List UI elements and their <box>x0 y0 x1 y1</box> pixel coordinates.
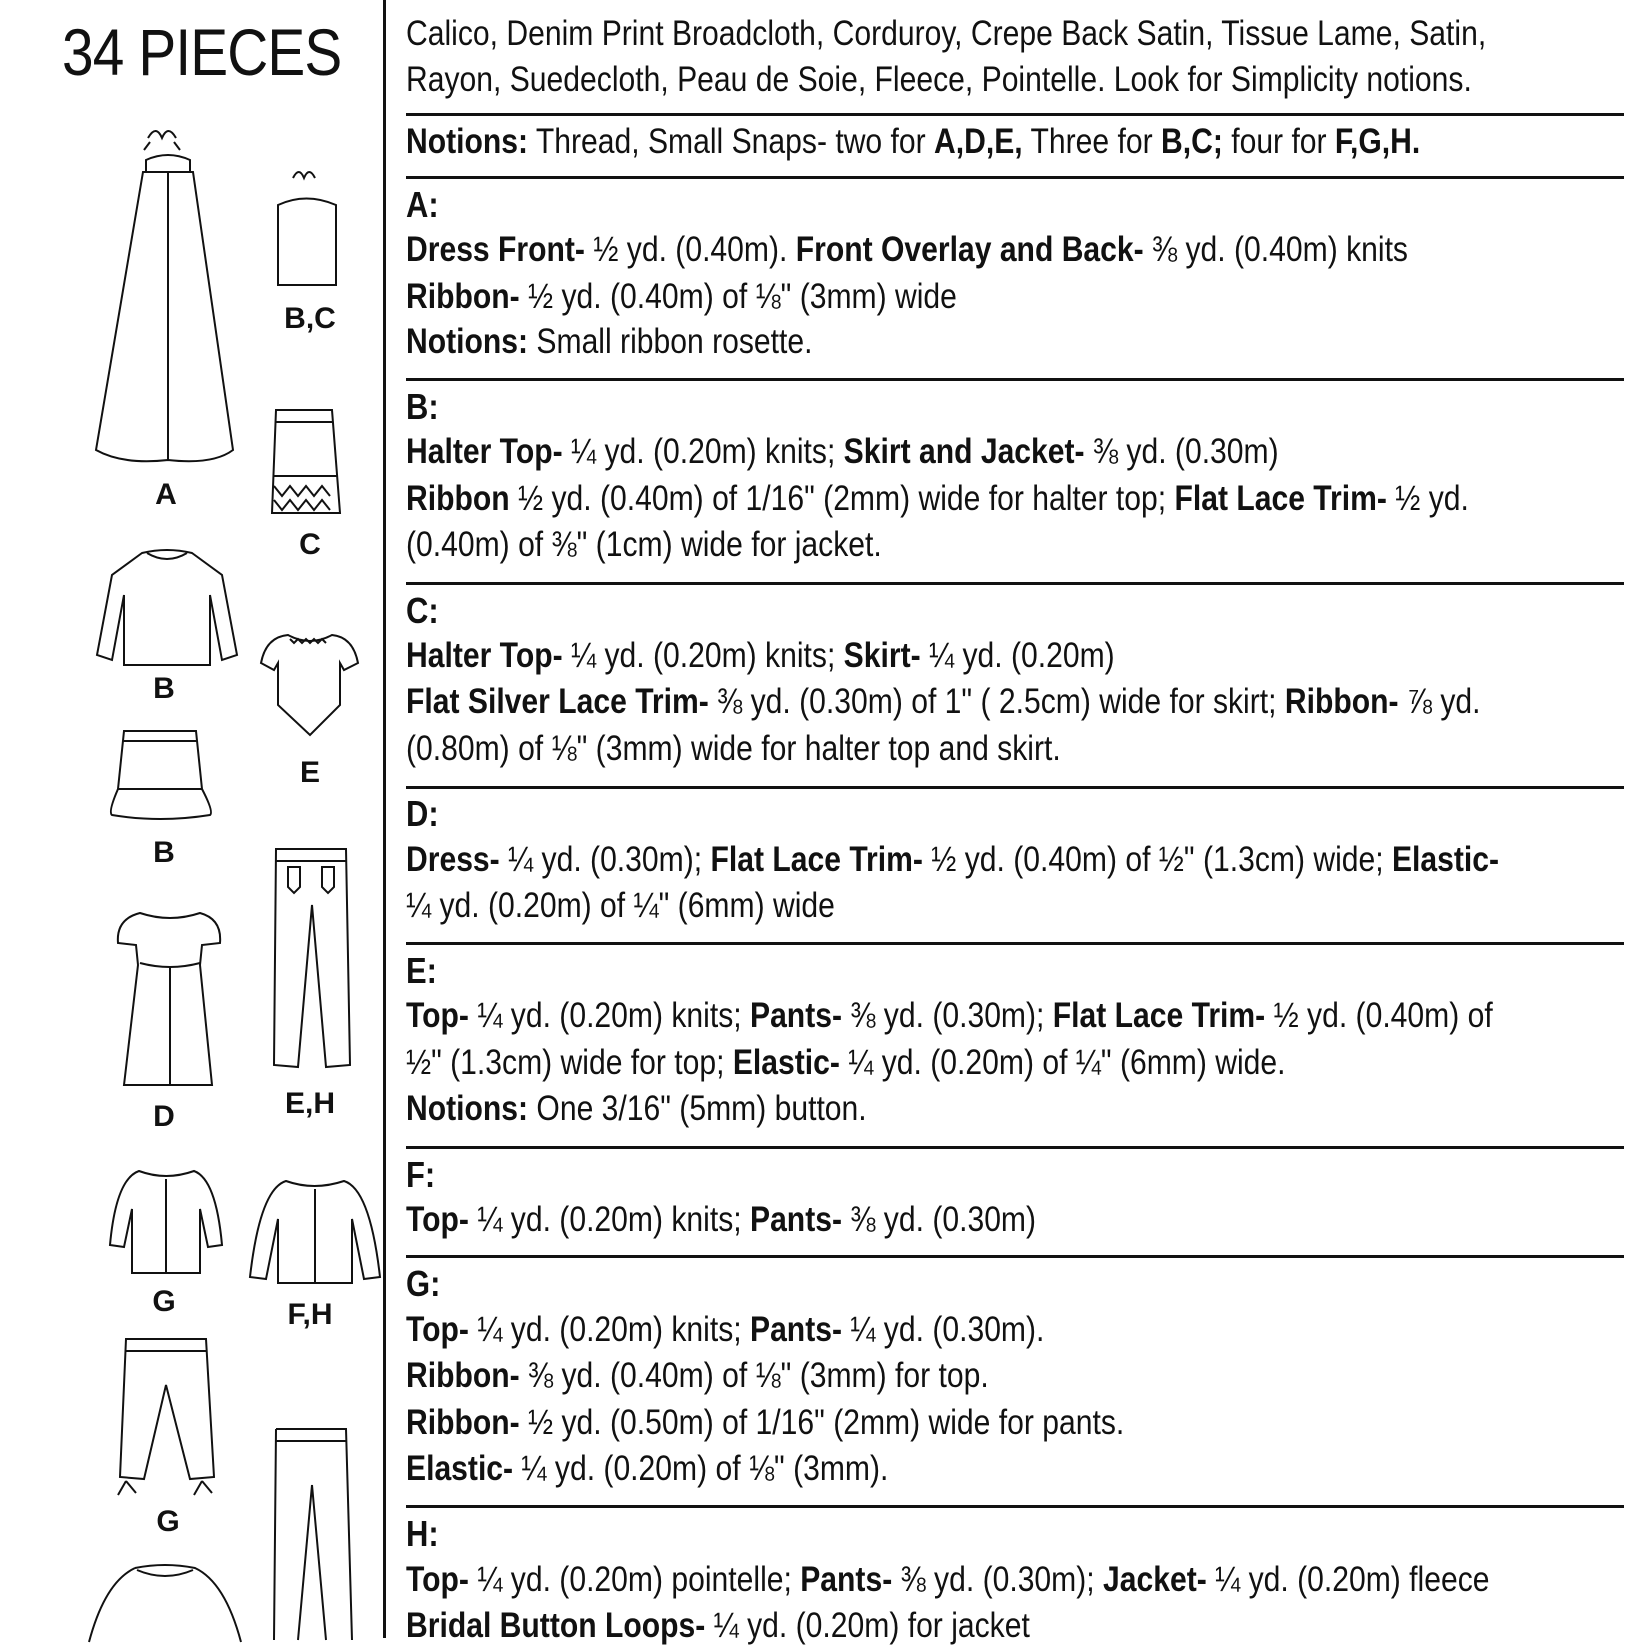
bold-term: Dress- <box>406 840 500 879</box>
notions-label: Notions: <box>406 122 529 161</box>
requirement-text: (0.80m) of ⅛" (3mm) wide for halter top and skirt. <box>406 729 1061 768</box>
figure-fh-label: F,H <box>287 1298 333 1331</box>
figure-h-jacket <box>85 1562 245 1642</box>
requirement-text: ¼ yd. (0.20m) fleece <box>1206 1560 1490 1599</box>
bold-term: Pants- <box>800 1560 893 1599</box>
figure-eh-pants <box>268 845 358 1075</box>
section-h-line <box>406 1560 1489 1600</box>
bold-term: Dress Front- <box>406 230 585 269</box>
requirement-text: ¼ yd. (0.20m) pointelle; <box>468 1560 801 1599</box>
bold-term: Skirt and Jacket- <box>843 432 1085 471</box>
requirement-text: One 3/16" (5mm) button. <box>528 1089 867 1128</box>
bold-term: Flat Silver Lace Trim- <box>406 682 709 721</box>
notions-bold: B,C; <box>1160 122 1223 161</box>
requirement-text: ¼ yd. (0.20m) for jacket <box>705 1606 1030 1645</box>
requirement-text: Small ribbon rosette. <box>528 322 813 361</box>
figure-c-label: C <box>299 528 321 561</box>
notions-text: Thread, Small Snaps- two for <box>528 122 935 161</box>
section-g-line <box>406 1403 1124 1443</box>
rule <box>406 582 1624 585</box>
bold-term: Elastic- <box>1391 840 1500 879</box>
figure-d-label: D <box>153 1100 175 1133</box>
bold-term: Top- <box>406 1310 469 1349</box>
bold-term: Ribbon <box>406 479 510 518</box>
bold-term: Notions: <box>406 1089 529 1128</box>
requirement-text: ⅜ yd. (0.30m) <box>841 1200 1037 1239</box>
bold-term: Pants- <box>749 996 842 1035</box>
requirement-text: ½ yd. (0.40m) of 1/16" (2mm) wide for halter top; <box>509 479 1175 518</box>
figure-a-long-dress <box>88 120 248 470</box>
bold-term: Pants- <box>749 1310 842 1349</box>
section-e-line <box>406 1089 867 1129</box>
section-b-line <box>406 479 1469 519</box>
section-c-line <box>406 682 1481 722</box>
cropped-top-line <box>406 0 1593 14</box>
rule <box>406 378 1624 381</box>
bold-term: Top- <box>406 996 469 1035</box>
requirement-text: ¼ yd. (0.20m) of ¼" (6mm) wide. <box>839 1043 1286 1082</box>
requirement-text: ¼ yd. (0.20m) knits; <box>468 1200 750 1239</box>
section-g-heading: G: <box>406 1263 441 1304</box>
bold-term: Pants- <box>749 1200 842 1239</box>
requirement-text: ¼ yd. (0.20m) of ¼" (6mm) wide <box>406 886 835 925</box>
rule <box>406 786 1624 789</box>
requirement-text: ¼ yd. (0.20m) knits; <box>468 1310 750 1349</box>
notions-bold: A,D,E, <box>934 122 1023 161</box>
section-c-line <box>406 636 1115 676</box>
notions-line <box>406 122 1420 162</box>
requirement-text: ⅜ yd. (0.40m) knits <box>1143 230 1408 269</box>
requirement-text: ¼ yd. (0.30m); <box>499 840 711 879</box>
figure-g-label: G <box>152 1285 176 1318</box>
notions-text: four for <box>1222 122 1335 161</box>
bold-term: Flat Lace Trim- <box>1174 479 1387 518</box>
bold-term: Top- <box>406 1560 469 1599</box>
figure-b-skirt-label: B <box>153 836 175 869</box>
requirement-text: ⅜ yd. (0.30m) of 1" ( 2.5cm) wide for skirt; <box>708 682 1285 721</box>
section-f-heading: F: <box>406 1154 436 1195</box>
requirement-text: ¼ yd. (0.20m) of ⅛" (3mm). <box>513 1449 889 1488</box>
section-a-line <box>406 230 1408 270</box>
section-a-heading: A: <box>406 184 439 225</box>
bold-term: Elastic- <box>732 1043 840 1082</box>
figure-b-skirt <box>104 727 224 822</box>
bold-term: Halter Top- <box>406 432 563 471</box>
figure-b-jacket <box>92 545 242 675</box>
section-h-line <box>406 1606 1030 1646</box>
figure-g-top <box>104 1165 229 1280</box>
figure-e-label: E <box>299 756 320 789</box>
requirement-text: ¼ yd. (0.20m) <box>920 636 1115 675</box>
figure-bc-label: B,C <box>284 302 336 335</box>
fabrics-line-1: Calico, Denim Print Broadcloth, Corduroy, Crepe Back Satin, Tissue Lame, Satin, <box>406 14 1487 53</box>
requirement-text: ⅜ yd. (0.30m); <box>841 996 1053 1035</box>
requirement-text: ⅞ yd. <box>1398 682 1481 721</box>
requirement-text: ½" (1.3cm) wide for top; <box>406 1043 733 1082</box>
bold-term: Skirt- <box>843 636 921 675</box>
pieces-count-title: 34 PIECES <box>62 15 342 89</box>
bold-term: Ribbon- <box>406 1356 520 1395</box>
fabrics-line-2: Rayon, Suedecloth, Peau de Soie, Fleece, Pointelle. Look for Simplicity notions. <box>406 60 1472 99</box>
bold-term: Ribbon- <box>1284 682 1399 721</box>
rule <box>406 1505 1624 1508</box>
section-e-line <box>406 996 1493 1036</box>
requirement-text: ¼ yd. (0.30m). <box>841 1310 1045 1349</box>
requirement-text: ½ yd. (0.40m) of <box>1265 996 1493 1035</box>
requirement-text: (0.40m) of ⅜" (1cm) wide for jacket. <box>406 525 882 564</box>
section-g-line <box>406 1356 989 1396</box>
rule <box>406 176 1624 179</box>
rule <box>406 1255 1624 1258</box>
bold-term: Bridal Button Loops- <box>406 1606 706 1645</box>
bold-term: Ribbon- <box>406 277 520 316</box>
bold-term: Flat Lace Trim- <box>1052 996 1266 1035</box>
figure-d-dress <box>110 905 230 1090</box>
section-e-heading: E: <box>406 950 437 991</box>
rule <box>406 1146 1624 1149</box>
notions-bold: F,G,H. <box>1334 122 1421 161</box>
section-d-heading: D: <box>406 793 439 834</box>
requirement-text: ¼ yd. (0.20m) knits; <box>562 432 844 471</box>
section-b-line <box>406 525 882 565</box>
section-c-heading: C: <box>406 590 439 631</box>
bold-term: Flat Lace Trim- <box>710 840 923 879</box>
rule <box>406 113 1624 116</box>
notions-text: Three for <box>1022 122 1161 161</box>
figure-h-pants <box>268 1425 358 1640</box>
requirement-text: ¼ yd. (0.20m) knits; <box>468 996 750 1035</box>
requirement-text: ⅜ yd. (0.40m) of ⅛" (3mm) for top. <box>519 1356 989 1395</box>
section-h-heading: H: <box>406 1513 439 1554</box>
section-f-line <box>406 1200 1036 1240</box>
illustration-column <box>0 0 385 1638</box>
figure-a-label: A <box>155 478 177 511</box>
requirement-text: ⅜ yd. (0.30m); <box>892 1560 1104 1599</box>
bold-term: Ribbon- <box>406 1403 520 1442</box>
figure-bc-halter-top <box>268 160 348 290</box>
cropped-top-text-fragment <box>90 0 370 2</box>
bold-term: Notions: <box>406 322 529 361</box>
figure-c-skirt <box>268 408 348 518</box>
figure-e-peasant-top <box>258 625 363 750</box>
figure-g-pants-label: G <box>156 1505 180 1538</box>
requirements-column <box>406 0 1624 1645</box>
requirement-text: ½ yd. (0.40m) of ⅛" (3mm) wide <box>519 277 957 316</box>
section-a-line <box>406 277 957 317</box>
rule <box>406 942 1624 945</box>
figure-fh-top <box>248 1175 383 1290</box>
figure-eh-label: E,H <box>284 1087 335 1120</box>
requirement-text: ¼ yd. (0.20m) knits; <box>562 636 844 675</box>
bold-term: Elastic- <box>406 1449 514 1488</box>
bold-term: Front Overlay and Back- <box>795 230 1144 269</box>
requirement-text: ⅜ yd. (0.30m) <box>1084 432 1279 471</box>
section-d-line <box>406 886 835 926</box>
requirement-text: ½ yd. <box>1386 479 1469 518</box>
requirement-text: ½ yd. (0.40m). <box>584 230 796 269</box>
figure-b-label: B <box>153 672 175 705</box>
bold-term: Jacket- <box>1103 1560 1207 1599</box>
section-b-heading: B: <box>406 386 439 427</box>
requirement-text: ½ yd. (0.50m) of 1/16" (2mm) wide for pants. <box>519 1403 1125 1442</box>
section-c-line <box>406 729 1061 769</box>
section-e-line <box>406 1043 1286 1083</box>
column-divider <box>383 0 386 1638</box>
figure-g-capri-pants <box>110 1335 225 1505</box>
section-d-line <box>406 840 1499 880</box>
section-g-line <box>406 1310 1044 1350</box>
section-g-line <box>406 1449 888 1489</box>
section-a-line <box>406 322 812 362</box>
bold-term: Halter Top- <box>406 636 563 675</box>
requirement-text: ½ yd. (0.40m) of ½" (1.3cm) wide; <box>922 840 1392 879</box>
section-b-line <box>406 432 1279 472</box>
bold-term: Top- <box>406 1200 469 1239</box>
